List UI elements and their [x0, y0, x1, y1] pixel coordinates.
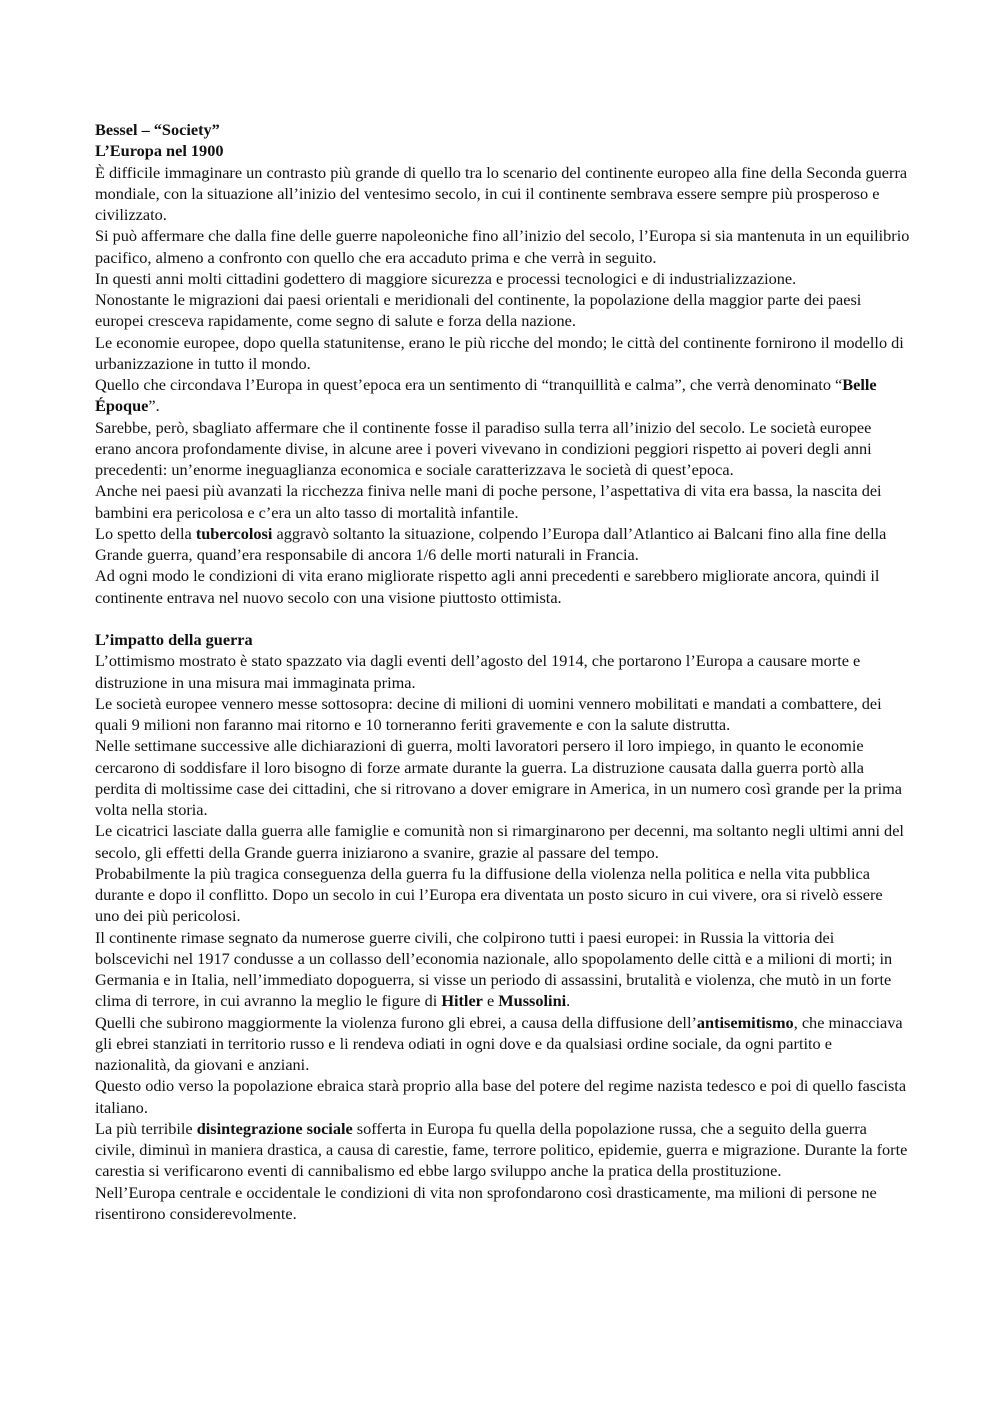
- document-page: [95, 119, 910, 1224]
- paragraph: In questi anni molti cittadini godettero di maggiore sicurezza e processi tecnologici e di industrializzazione.: [95, 268, 797, 288]
- text-run: Lo spetto della: [95, 523, 196, 543]
- text-run: e: [482, 991, 499, 1011]
- paragraph: Nonostante le migrazioni dai paesi orientali e meridionali del continente, la popolazione della maggior parte dei paesi europei cresceva rapidamente, come segno di salute e forza della nazione.: [95, 290, 862, 331]
- text-run: sofferta in Europa fu quella della popolazione russa, che a seguito della guerra civile, diminuì in maniera drastica, a causa di carestie, fame, terrore politico, epidemie, guerra e migrazione. Durante la forte carestia si verificarono eventi di cannibalismo ed ebbe largo sviluppo anche la pratica della prostituzione.: [95, 1118, 908, 1181]
- paragraph: Le cicatrici lasciate dalla guerra alle famiglie e comunità non si rimarginarono per decenni, ma soltanto negli ultimi anni del secolo, gli effetti della Grande guerra iniziarono a svanire, grazie al passare del tempo.: [95, 821, 904, 862]
- bold-term: disintegrazione sociale: [196, 1118, 353, 1138]
- paragraph: Le società europee vennero messe sottosopra: decine di milioni di uomini vennero mobilitati e mandati a combattere, dei quali 9 milioni non faranno mai ritorno e 10 torneranno feriti gravemente e con la salute distrutta.: [95, 693, 882, 734]
- paragraph: L’ottimismo mostrato è stato spazzato via dagli eventi dell’agosto del 1914, che portarono l’Europa a causare morte e distruzione in una misura mai immaginata prima.: [95, 651, 861, 692]
- paragraph: [95, 374, 910, 417]
- section-heading-impatto-guerra: L’impatto della guerra: [95, 630, 253, 649]
- text-run: , che minacciava gli ebrei stanziati in territorio russo e li rendeva odiati in ogni dove e da qualsiasi ordine sociale, da ogni partito e nazionalità, da giovani e anziani.: [95, 1012, 903, 1074]
- text-run: aggravò soltanto la situazione, colpendo l’Europa dall’Atlantico ai Balcani fino alla fine della Grande guerra, quand’era responsabile di ancora 1/6 delle morti naturali in Francia.: [95, 523, 887, 564]
- paragraph: Questo odio verso la popolazione ebraica starà proprio alla base del potere del regime nazista tedesco e poi di quello fascista italiano.: [95, 1076, 907, 1117]
- bold-term: Belle Époque: [95, 375, 877, 416]
- paragraph: È difficile immaginare un contrasto più grande di quello tra lo scenario del continente europeo alla fine della Seconda guerra mondiale, con la situazione all’inizio del ventesimo secolo, in cui il continente sembrava essere sempre più prosperoso e civilizzato.: [95, 162, 908, 224]
- text-run: Quelli che subirono maggiormente la violenza furono gli ebrei, a causa della diffusione dell’: [95, 1012, 697, 1032]
- blank-line: [95, 608, 910, 629]
- paragraph: Nelle settimane successive alle dichiarazioni di guerra, molti lavoratori persero il loro impiego, in quanto le economie cercarono di soddisfare il loro bisogno di forze armate durante la guerra. La distruzione causata dalla guerra portò alla perdita di moltissime case dei cittadini, che si ritrovano a dover emigrare in America, in un numero così grande per la prima volta nella storia.: [95, 736, 903, 819]
- document-title: Bessel – “Society”: [95, 120, 220, 139]
- paragraph: Anche nei paesi più avanzati la ricchezza finiva nelle mani di poche persone, l’aspettativa di vita era bassa, la nascita dei bambini era pericolosa e c’era un alto tasso di mortalità infantile.: [95, 481, 882, 522]
- paragraph: Probabilmente la più tragica conseguenza della guerra fu la diffusione della violenza nella politica e nella vita pubblica durante e dopo il conflitto. Dopo un secolo in cui l’Europa era diventata un posto sicuro in cui vivere, ora si rivelò essere uno dei più pericolosi.: [95, 863, 883, 926]
- paragraph: [95, 1118, 910, 1182]
- paragraph: [95, 927, 910, 1012]
- section-heading-europa-1900: L’Europa nel 1900: [95, 141, 224, 161]
- paragraph: Nell’Europa centrale e occidentale le condizioni di vita non sprofondarono così drasticamente, ma milioni di persone ne risentirono considerevolmente.: [95, 1182, 877, 1223]
- paragraph: Sarebbe, però, sbagliato affermare che il continente fosse il paradiso sulla terra all’inizio del secolo. Le società europee erano ancora profondamente divise, in alcune aree i poveri vivevano in condizioni peggiori rispetto ai poveri degli anni precedenti: un’enorme ineguaglianza economica e sociale caratterizzava le società di quest’epoca.: [95, 417, 872, 479]
- bold-term: antisemitismo: [696, 1012, 794, 1032]
- text-run: Quello che circondava l’Europa in quest’epoca era un sentimento di “tranquillità e calma”, che verrà denominato “: [95, 375, 843, 394]
- paragraph: [95, 523, 910, 566]
- text-run: La più terribile: [95, 1118, 197, 1138]
- text-run: ”.: [148, 396, 160, 416]
- bold-term: Mussolini: [498, 991, 567, 1011]
- bold-term: tubercolosi: [195, 523, 273, 543]
- paragraph: Si può affermare che dalla fine delle guerre napoleoniche fino all’inizio del secolo, l’Europa si sia mantenuta in un equilibrio pacifico, almeno a confronto con quello che era accaduto prima e che verrà in seguito.: [95, 226, 910, 267]
- text-run: Il continente rimase segnato da numerose guerre civili, che colpirono tutti i paesi europei: in Russia la vittoria dei bolscevichi nel 1917 condusse a un collasso dell’economia nazionale, allo spopolamento delle città e a milioni di morti; in Germania e in Italia, nell’immediato dopoguerra, si visse un periodo di assassini, brutalità e violenza, che mutò in un forte clima di terrore, in cui avranno la meglio le figure di: [95, 927, 893, 1011]
- paragraph: Ad ogni modo le condizioni di vita erano migliorate rispetto agli anni precedenti e sarebbero migliorate ancora, quindi il continente entrava nel nuovo secolo con una visione piuttosto ottimista.: [95, 566, 880, 607]
- paragraph: Le economie europee, dopo quella statunitense, erano le più ricche del mondo; le città del continente fornirono il modello di urbanizzazione in tutto il mondo.: [95, 332, 904, 373]
- paragraph: [95, 1012, 910, 1076]
- text-run: .: [566, 991, 571, 1011]
- bold-term: Hitler: [441, 991, 483, 1011]
